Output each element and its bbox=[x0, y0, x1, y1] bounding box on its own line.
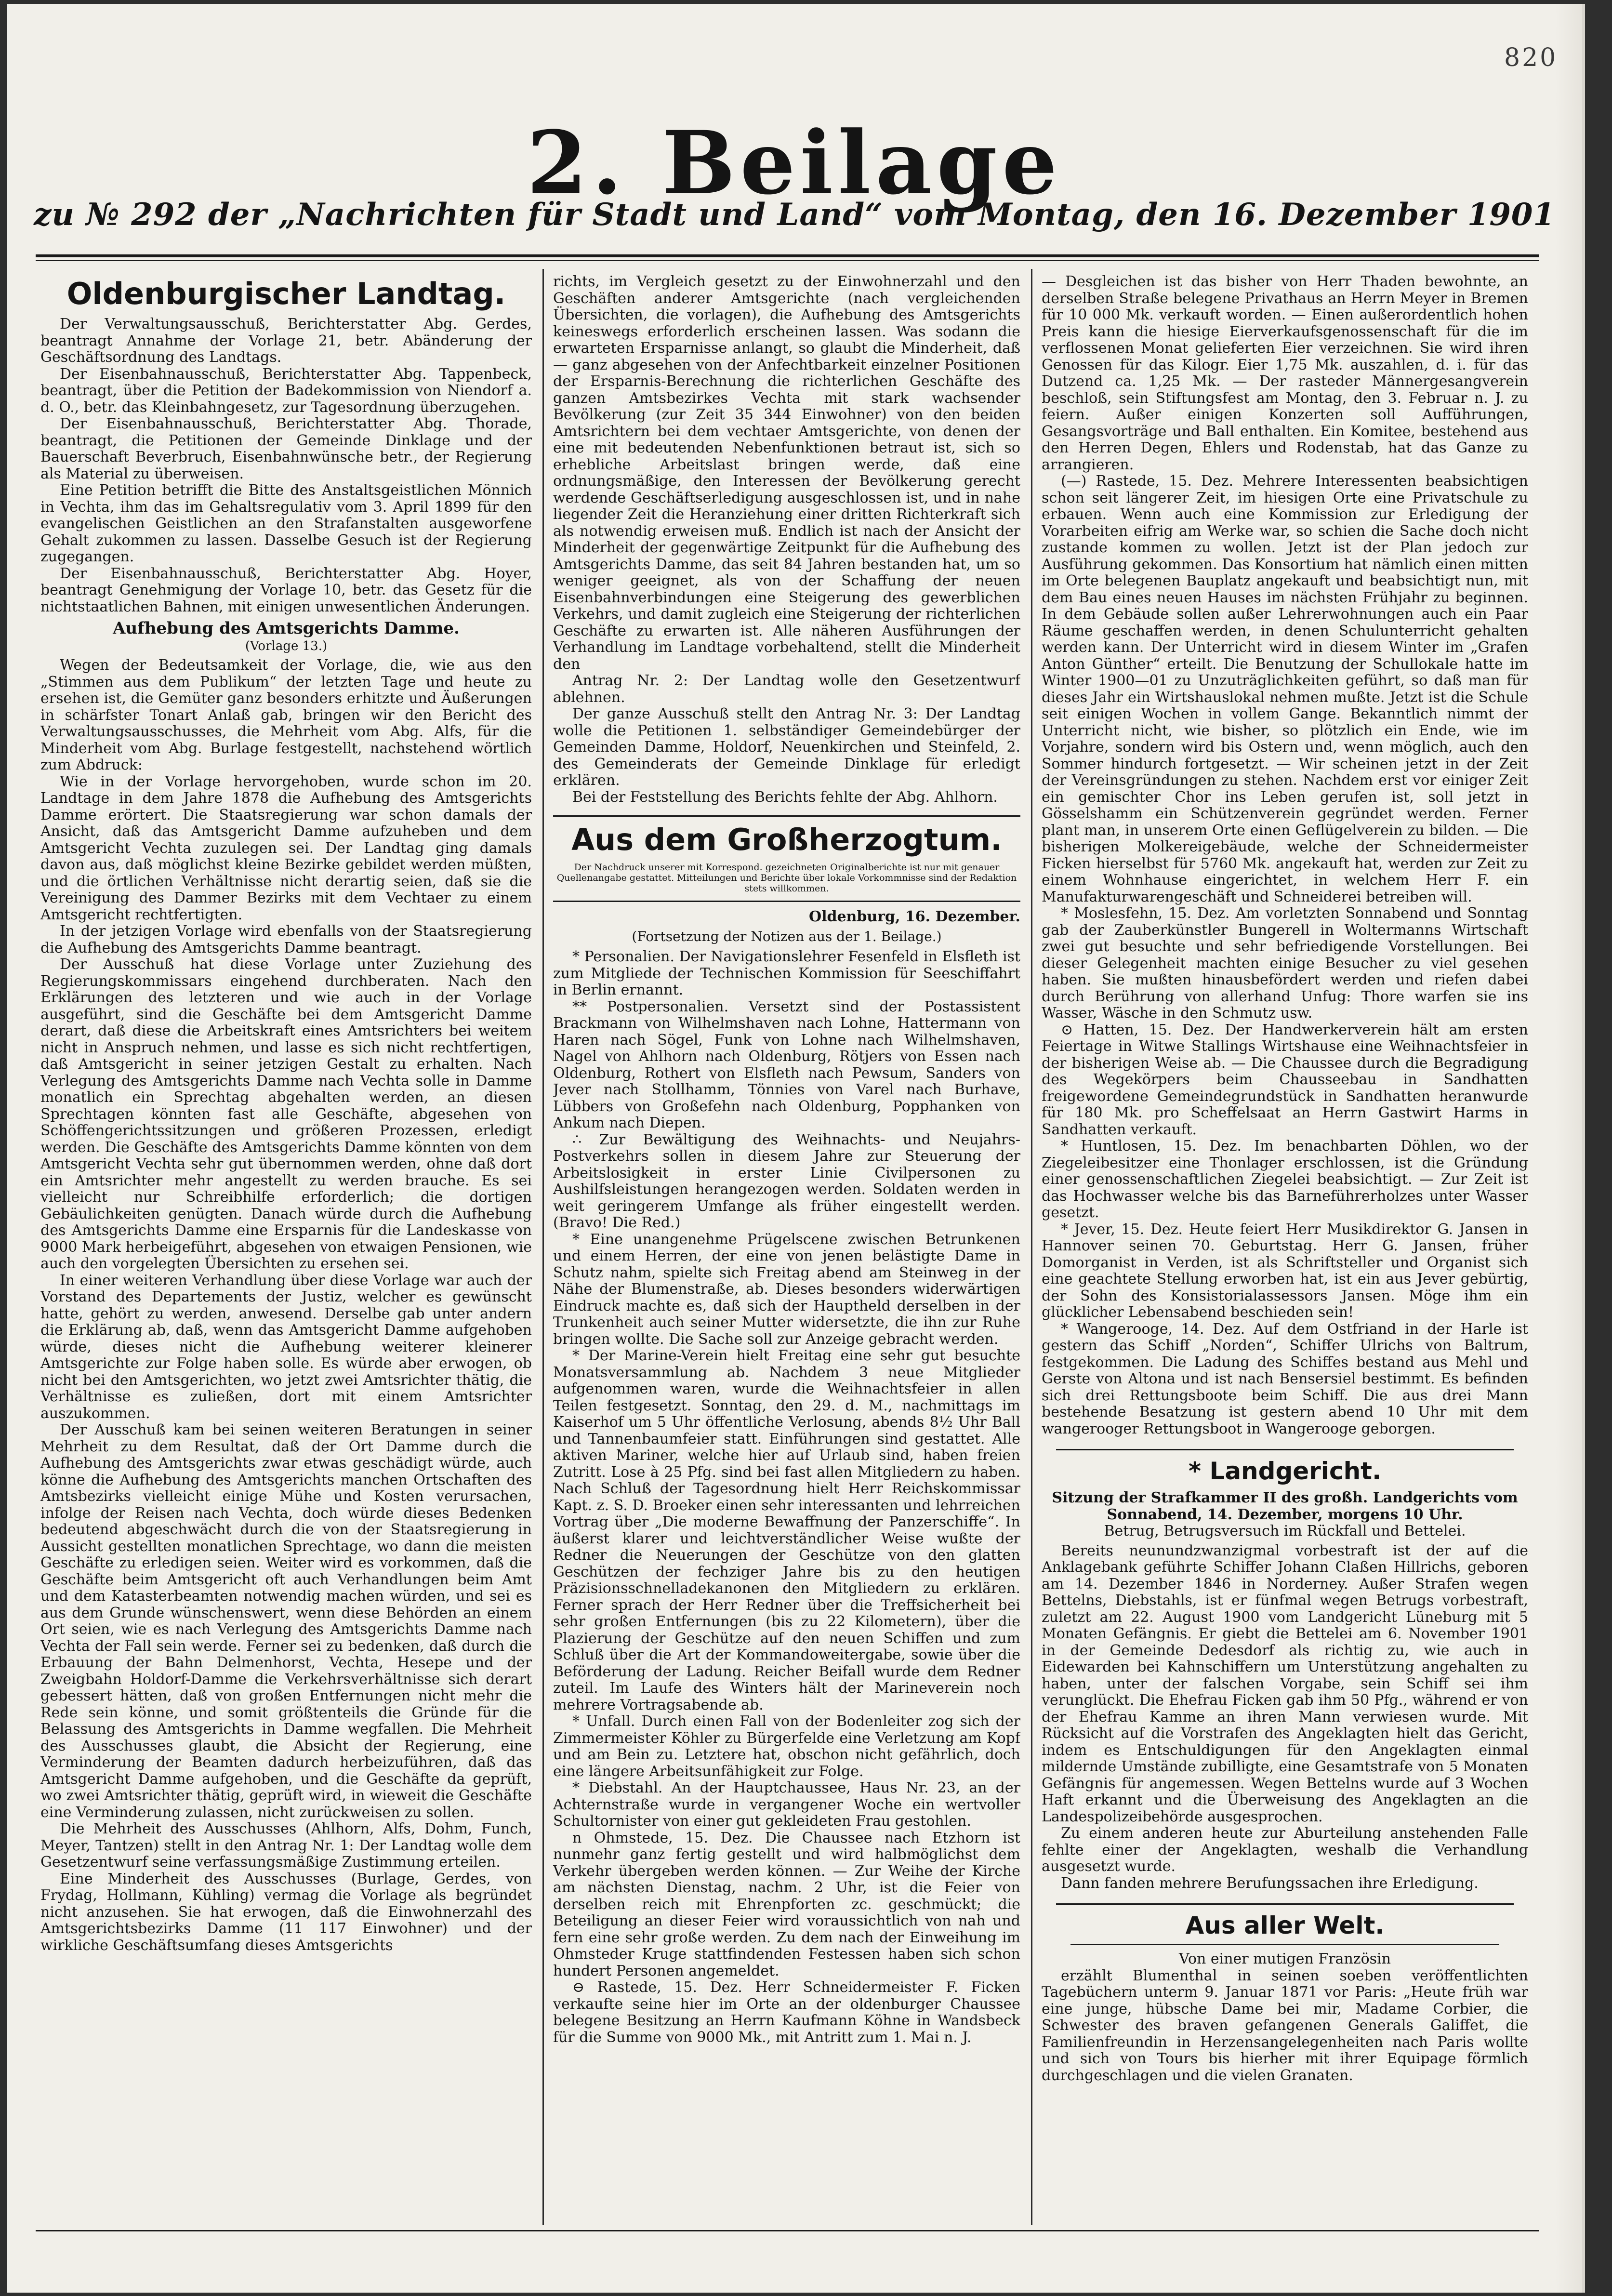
article-paragraph: * Jever, 15. Dez. Heute feiert Herr Musikdirektor G. Jansen in Hannover seinen 70. Geburtstag. Herr G. Jansen, früher Domorganist in Verden, ist als Schriftsteller und Organist sich eine geachtete Stellung erworben hat, ist ein aus Jever gebürtig, der Sohn des Konsistorialassessors Jansen. Möge ihm ein glücklicher Lebensabend beschieden sein! bbox=[1042, 1221, 1528, 1321]
article-paragraph: richts, im Vergleich gesetzt zu der Einwohnerzahl und den Geschäften anderer Amtsgerichte (nach vergleichenden Übersichten, die vorlagen), die Aufhebung des Amtsgerichts keineswegs erforderlich erscheinen lassen. Was sodann die erwarteten Ersparnisse anlangt, so glaubt die Minderheit, daß — ganz abgesehen von der Anfechtbarkeit einzelner Positionen der Ersparnis-Berechnung die richterlichen Geschäfte des ganzen Amtsbezirkes Vechta mit stark wachsender Bevölkerung (zur Zeit 35 344 Einwohner) von den beiden Amtsrichtern bei dem vechtaer Amtsgerichte, von denen der eine mit bedeutenden Nebenfunktionen betraut ist, sich so erhebliche Arbeitslast bringen werde, daß eine ordnungsmäßige, den Interessen der Bevölkerung gerecht werdende Geschäftserledigung ausgeschlossen ist, und in nahe liegender Zeit die Heranziehung einer dritten Richterkraft sich als notwendig erweisen muß. Endlich ist nach der Ansicht der Minderheit der gegenwärtige Zeitpunkt für die Aufhebung des Amtsgerichts Damme, das seit 84 Jahren bestanden hat, um so weniger geeignet, als von der Schaffung der neuen Eisenbahnverbindungen eine Steigerung des gewerblichen Verkehrs, und damit zugleich eine Steigerung der richterlichen Geschäfte zu erwarten ist. Alle näheren Ausführungen der Verhandlung im Landtage vorbehaltend, stellt die Minderheit den bbox=[553, 274, 1020, 673]
article-paragraph: — Desgleichen ist das bisher von Herr Thaden bewohnte, an derselben Straße belegene Privathaus an Herrn Meyer in Bremen für 10 000 Mk. verkauft worden. — Einen außerordentlich hohen Preis kann die hiesige Eierverkaufsgenossenschaft für die im verflossenen Monat gelieferten Eier verzeichnen. Sie wird ihren Genossen für das Kilogr. Eier 1,75 Mk. auszahlen, d. i. für das Dutzend ca. 1,25 Mk. — Der rasteder Männergesangverein beschloß, sein Stiftungsfest am Montag, den 3. Februar n. J. zu feiern. Außer einigen Konzerten soll Aufführungen, Gesangsvorträge und Ball enthalten. Ein Komitee, bestehend aus den Herren Degen, Ehlers und Rodenstab, hat das Ganze zu arrangieren. bbox=[1042, 274, 1528, 473]
page-number: 820 bbox=[1504, 43, 1558, 72]
supplement-title: 2. Beilage bbox=[527, 112, 1062, 214]
article-paragraph: Wegen der Bedeutsamkeit der Vorlage, die, wie aus den „Stimmen aus dem Publikum“ der letzten Tage und heute zu ersehen ist, die Gemüter ganz besonders erhitzte und Äußerungen in schärfster Tonart Anlaß gab, bringen wir den Bericht des Verwaltungsausschusses, die Mehrheit vom Abg. Alfs, für die Minderheit vom Abg. Burlage festgestellt, nachstehend wörtlich zum Abdruck: bbox=[40, 657, 532, 773]
article-paragraph: Bereits neunundzwanzigmal vorbestraft ist der auf die Anklagebank geführte Schiffer Johann Claßen Hillrichs, geboren am 14. Dezember 1846 in Norderney. Außer Strafen wegen Bettelns, Diebstahls, ist er fünfmal wegen Betrugs vorbestraft, zuletzt am 22. August 1900 vom Landgericht Lüneburg mit 5 Monaten Gefängnis. Er giebt die Bettelei am 6. November 1901 in der Gemeinde Dedesdorf als richtig zu, wie auch in Eidewarden bei Kahnschiffern um Unterstützung angehalten zu haben, unter der falschen Vorgabe, sein Schiff sei ihm verunglückt. Die Ehefrau Ficken gab ihm 50 Pfg., während er von der Ehefrau Kamme an ihren Mann verwiesen wurde. Mit Rücksicht auf die Vorstrafen des Angeklagten hielt das Gericht, indem es Entschuldigungen für den Angeklagten einmal mildernde Umstände zubilligte, eine Gesamtstrafe von 5 Monaten Gefängnis für angemessen. Wegen Bettelns wurde auf 3 Wochen Haft erkannt und die Überweisung des Angeklagten an die Landespolizeibehörde ausgesprochen. bbox=[1042, 1542, 1528, 1825]
article-paragraph: * Eine unangenehme Prügelscene zwischen Betrunkenen und einem Herren, der eine von jenen belästigte Dame in Schutz nahm, spielte sich Freitag abend am Steinweg in der Nähe der Blumenstraße, ab. Dieses besonders widerwärtigen Eindruck machte es, daß sich der Hauptheld derselben in der Trunkenheit auch seiner Mutter widersetzte, die ihn zur Ruhe bringen wollte. Die Sache soll zur Anzeige gebracht werden. bbox=[553, 1231, 1020, 1348]
article-paragraph: Zu einem anderen heute zur Aburteilung anstehenden Falle fehlte einer der Angeklagten, weshalb die Verhandlung ausgesetzt wurde. bbox=[1042, 1825, 1528, 1875]
article-paragraph: n Ohmstede, 15. Dez. Die Chaussee nach Etzhorn ist nunmehr ganz fertig gestellt und wird halbmöglichst dem Verkehr übergeben werden können. — Zur Weihe der Kirche am nächsten Dienstag, nachm. 2 Uhr, ist die Feier von derselben reich mit Ehrenpforten zc. geschmückt; die Beteiligung an dieser Feier wird voraussichtlich von nah und fern eine sehr große werden. Zu dem nach der Einweihung im Ohmsteder Kruge stattfindenden Festessen haben sich schon hundert Personen angemeldet. bbox=[553, 1829, 1020, 1979]
section-heading-grossherzogtum: Aus dem Großherzogtum. bbox=[571, 822, 1002, 857]
footer-rule bbox=[36, 2230, 1539, 2231]
article-paragraph: ** Postpersonalien. Versetzt sind der Postassistent Brackmann von Wilhelmshaven nach Lohne, Hattermann von Haren nach Sögel, Funk von Lohne nach Wilhelmshaven, Nagel von Ahlhorn nach Oldenburg, Rötjers von Essen nach Oldenburg, Rothert von Elsfleth nach Pewsum, Sanders von Jever nach Stollhamm, Tönnies von Varel nach Burhave, Lübbers von Großefehn nach Oldenburg, Popphanken von Ankum nach Diepen. bbox=[553, 998, 1020, 1131]
article-paragraph: Der Ausschuß kam bei seinen weiteren Beratungen in seiner Mehrheit zu dem Resultat, daß der Ort Damme durch die Aufhebung des Amtsgerichts zwar etwas geschädigt würde, auch könne die Aufhebung des Amtsgerichts manchen Ortschaften des Amtsbezirks vielleicht einige Mühe und Kosten verursachen, infolge der Reisen nach Vechta, doch würde dieses Bedenken bedeutend abgeschwächt durch die von der Staatsregierung in Aussicht gestellten monatlichen Sprechtage, wo dann die meisten Geschäfte zu erledigen seien. Weiter wird es vorkommen, daß die Geschäfte beim Amtsgericht oft auch Verhandlungen beim Amt und dem Katasterbeamten notwendig machen würden, und sei es aus dem Grunde wünschenswert, wenn diese Behörden an einem Ort seien, wie es nach Verlegung des Amtsgerichts Damme nach Vechta der Fall sein werde. Ferner sei zu bedenken, daß durch die Erbauung der Bahn Delmenhorst, Vechta, Hesepe und der Zweigbahn Holdorf-Damme die Verkehrsverhältnisse sich derart gebessert hätten, daß von großen Entfernungen nicht mehr die Rede sein könne, und somit größtenteils die Gründe für die Belassung des Amtsgerichts in Damme wegfallen. Die Mehrheit des Ausschusses glaubt, die Absicht der Regierung, eine Verminderung der Beamten dadurch herbeizuführen, daß das Amtsgericht Damme aufgehoben, und die Geschäfte da geprüft, wo zwei Amtsrichter thätig, geprüft wird, in wieweit die Geschäfte eine Verminderung zulassen, nicht zurückweisen zu sollen. bbox=[40, 1421, 532, 1821]
section-heading-landgericht: * Landgericht. bbox=[1188, 1457, 1382, 1485]
masthead-subtitle: zu № 292 der „Nachrichten für Stadt und Land“ vom Montag, den 16. Dezember 1901 bbox=[34, 197, 1555, 233]
article-paragraph: Eine Petition betrifft die Bitte des Anstaltsgeistlichen Mönnich in Vechta, ihm das im Gehaltsregulativ vom 3. April 1899 für den evangelischen Geistlichen an den Strafanstalten ausgeworfene Gehalt zukommen zu lassen. Dasselbe Gesuch ist der Regierung zugegangen. bbox=[40, 482, 532, 565]
article-paragraph: * Wangerooge, 14. Dez. Auf dem Ostfriand in der Harle ist gestern das Schiff „Norden“, Schiffer Ulrichs von Baltrum, festgekommen. Die Ladung des Schiffes bestand aus Mehl und Gerste von Altona und ist nach Bensersiel bestimmt. Es befinden sich drei Rettungsboote beim Schiff. Die aus drei Mann bestehende Besatzung ist gestern abend 10 Uhr mit dem wangerooger Rettungsboot in Wangerooge geborgen. bbox=[1042, 1320, 1528, 1437]
column-2 bbox=[553, 274, 1020, 2225]
article-paragraph: ⊖ Rastede, 15. Dez. Herr Schneidermeister F. Ficken verkaufte seine hier im Orte an der oldenburger Chaussee belegene Besitzung an Herrn Kaufmann Köhne in Wandsbeck für die Summe von 9000 Mk., mit Antritt zum 1. Mai n. J. bbox=[553, 1979, 1020, 2046]
court-topic: Betrug, Betrugsversuch im Rückfall und Bettelei. bbox=[1104, 1523, 1466, 1540]
article-paragraph: Der Eisenbahnausschuß, Berichterstatter Abg. Tappenbeck, beantragt, über die Petition der Badekommission von Niendorf a. d. O., betr. das Kleinbahngesetz, zur Tagesordnung überzugehen. bbox=[40, 365, 532, 416]
column-divider bbox=[1031, 269, 1032, 2225]
section-heading-aus-aller-welt: Aus aller Welt. bbox=[1185, 1911, 1385, 1939]
article-paragraph: Dann fanden mehrere Berufungssachen ihre Erledigung. bbox=[1061, 1874, 1479, 1892]
article-paragraph: * Personalien. Der Navigationslehrer Fesenfeld in Elsfleth ist zum Mitgliede der Technischen Kommission für Seeschiffahrt in Berlin ernannt. bbox=[553, 948, 1020, 998]
article-paragraph: * Der Marine-Verein hielt Freitag eine sehr gut besuchte Monatsversammlung ab. Nachdem 3 neue Mitglieder aufgenommen waren, wurde die Weihnachtsfeier in allen Teilen festgesetzt. Sonntag, den 29. d. M., nachmittags im Kaiserhof um 5 Uhr öffentliche Verlosung, abends 8½ Uhr Ball und Tannenbaumfeier statt. Einführungen sind gestattet. Alle aktiven Mariner, welche hier auf Urlaub sind, haben freien Zutritt. Lose à 25 Pfg. sind bei fast allen Mitgliedern zu haben. Nach Schluß der Tagesordnung hielt Herr Reichskommissar Kapt. z. S. D. Broeker einen sehr interessanten und lehrreichen Vortrag über „Die moderne Bewaffnung der Panzerschiffe“. In äußerst klarer und leichtverständlicher Weise wußte der Redner die Neuerungen der Geschütze von den glatten Geschützen der fechziger Jahre bis zu den heutigen Präzisionsschnelladekanonen den Mitgliedern zu erklären. Ferner sprach der Herr Redner über die Treffsicherheit bei sehr großen Entfernungen (bis zu 22 Kilometern), über die Plazierung der Geschütze auf den neuen Schiffen und zum Schluß über die Art der Kommandoweitergabe, sowie über die Beförderung der Ladung. Reicher Beifall wurde dem Redner zuteil. Im Laufe des Winters hält der Marineverein noch mehrere Vortragsabende ab. bbox=[553, 1347, 1020, 1713]
article-paragraph: * Diebstahl. An der Hauptchaussee, Haus Nr. 23, an der Achternstraße wurde in vergangener Woche ein wertvoller Schultornister von einer gut gekleideten Frau gestohlen. bbox=[553, 1779, 1020, 1830]
article-paragraph: Eine Minderheit des Ausschusses (Burlage, Gerdes, von Frydag, Hollmann, Kühling) vermag die Vorlage als begründet nicht anzusehen. Sie hat erwogen, daß die Einwohnerzahl des Amtsgerichtsbezirks Damme (11 117 Einwohner) und der wirkliche Geschäftsumfang dieses Amtsgerichts bbox=[40, 1870, 532, 1954]
header-rule bbox=[36, 254, 1539, 257]
newspaper-page bbox=[7, 4, 1582, 2293]
subheading-note: (Vorlage 13.) bbox=[245, 638, 328, 653]
article-paragraph: ∴ Zur Bewältigung des Weihnachts- und Neujahrs-Postverkehrs sollen in diesem Jahre zur Steuerung der Arbeitslosigkeit in erster Linie Civilpersonen zu Aushilfsleistungen herangezogen werden. Soldaten werden in weit geringerem Umfange als früher eingestellt werden. (Bravo! Die Red.) bbox=[553, 1131, 1020, 1231]
article-paragraph: Der Verwaltungsausschuß, Berichterstatter Abg. Gerdes, beantragt Annahme der Vorlage 21, betr. Abänderung der Geschäftsordnung des Landtags. bbox=[40, 316, 532, 366]
article-paragraph: In einer weiteren Verhandlung über diese Vorlage war auch der Vorstand des Departements der Justiz, welcher es gewünscht hatte, gehört zu werden, anwesend. Derselbe gab unter andern die Erklärung ab, daß, wenn das Amtsgericht Damme aufgehoben würde, dieses nicht die Aufhebung weiterer kleinerer Amtsgerichte zur Folge haben solle. Es würde aber erwogen, ob nicht bei den Amtsgerichten, wo jetzt zwei Amtsrichter thätig, die Verhältnisse es zuließen, dort mit einem Amtsrichter auszukommen. bbox=[40, 1272, 532, 1422]
page-edge-shadow bbox=[1556, 4, 1582, 2293]
article-subheading: Von einer mutigen Französin bbox=[1179, 1951, 1391, 1967]
article-paragraph: * Huntlosen, 15. Dez. Im benachbarten Döhlen, wo der Ziegeleibesitzer eine Thonlager erschlossen, ist die Gründung einer genossenschaftlichen Ziegelei beabsichtigt. — Zur Zeit ist das Hochwasser welche bis das Barneführerholzes unter Wasser gesetzt. bbox=[1042, 1138, 1528, 1221]
article-paragraph: erzählt Blumenthal in seinen soeben veröffentlichten Tagebüchern unterm 9. Januar 1871 vor Paris: „Heute früh war eine junge, hübsche Dame bei mir, Madame Corbier, die Schwester des braven gefangenen Generals Galiffet, die Familienfreundin in Herzensangelegenheiten nach Paris wollte und sich von Tours bis hierher mit ihrer Equipage förmlich durchgeschlagen und die vielen Granaten. bbox=[1042, 1967, 1528, 2084]
article-paragraph: Bei der Feststellung des Berichts fehlte der Abg. Ahlhorn. bbox=[572, 788, 998, 806]
header-rule-thin bbox=[36, 260, 1539, 261]
column-1 bbox=[40, 274, 532, 2225]
article-paragraph: ⊙ Hatten, 15. Dez. Der Handwerkerverein hält am ersten Feiertage in Witwe Stallings Wirtshause eine Weihnachtsfeier in der bisherigen Weise ab. — Die Chaussee durch die Begradigung des Wegekörpers beim Chausseebau in Sandhatten freigewordene Gemeindegrundstück in Sandhatten heranwurde für 180 Mk. pro Scheffelsaat an Herrn Gastwirt Harms in Sandhatten verkauft. bbox=[1042, 1021, 1528, 1138]
continuation-note: (Fortsetzung der Notizen aus der 1. Beilage.) bbox=[632, 928, 942, 944]
article-paragraph: Der Eisenbahnausschuß, Berichterstatter Abg. Thorade, beantragt, die Petitionen der Gemeinde Dinklage und der Bauerschaft Beverbruch, Eisenbahnwünsche betr., der Regierung als Material zu überweisen. bbox=[40, 415, 532, 482]
section-rule bbox=[1056, 1903, 1514, 1905]
article-paragraph: Die Mehrheit des Ausschusses (Ahlhorn, Alfs, Dohm, Funch, Meyer, Tantzen) stellt in den Antrag Nr. 1: Der Landtag wolle dem Gesetzentwurf seine verfassungsmäßige Zustimmung erteilen. bbox=[40, 1820, 532, 1871]
article-paragraph: * Moslesfehn, 15. Dez. Am vorletzten Sonnabend und Sonntag gab der Zauberkünstler Bungerell in Woltermanns Wirtschaft zwei gut besuchte und sehr befriedigende Vorstellungen. Bei dieser Gelegenheit machten einige Besucher zu viel gesehen haben. Sie mußten hinausbefördert werden und riefen dabei durch Berührung von allerhand Unfug: Thore warfen sie ins Wasser, Wäsche in den Schmutz usw. bbox=[1042, 905, 1528, 1022]
article-paragraph: Der Eisenbahnausschuß, Berichterstatter Abg. Hoyer, beantragt Genehmigung der Vorlage 10, betr. das Gesetz für die nichtstaatlichen Bahnen, mit einigen unwesentlichen Änderungen. bbox=[40, 565, 532, 615]
article-paragraph: Wie in der Vorlage hervorgehoben, wurde schon im 20. Landtage in dem Jahre 1878 die Aufhebung des Amtsgerichts Damme erörtert. Die Staatsregierung war schon damals der Ansicht, daß das Amtsgericht Damme aufzuheben und dem Amtsgericht Vechta zuzulegen sei. Der Landtag ging damals davon aus, daß möglichst kleine Bezirke gebildet werden müßten, und die örtlichen Verhältnisse nicht derartig seien, daß sie die Vereinigung des Dammer Bezirks mit dem Vechtaer zu einem Amtsgericht rechtfertigten. bbox=[40, 773, 532, 923]
section-box-grossherzogtum bbox=[553, 815, 1020, 902]
column-divider bbox=[542, 269, 544, 2225]
article-paragraph: Der Ausschuß hat diese Vorlage unter Zuziehung des Regierungskommissars eingehend durchberaten. Nach den Erklärungen des letzteren und wie auch in der Vorlage ausgeführt, sind die Geschäfte bei dem Amtsgericht Damme derart, daß diese die Arbeitskraft eines Amtsrichters bei weitem nicht in Anspruch nehmen, und lasse es sich nicht rechtfertigen, daß Amtsgericht in seiner jetzigen Gestalt zu erhalten. Nach Verlegung des Amtsgerichts Damme nach Vechta solle in Damme monatlich ein Sprechtag abgehalten werden, an diesen Sprechtagen könnten fast alle Geschäfte, abgesehen von Schöffengerichtssitzungen und größeren Prozessen, erledigt werden. Die Geschäfte des Amtsgerichts Damme könnten von dem Amtsgericht Vechta sehr gut übernommen werden, ohne daß dort ein Amtsrichter mehr angestellt zu werden brauche. Es sei vielleicht nur Schreibhilfe erforderlich; die dortigen Gebäulichkeiten genügten. Danach würde durch die Aufhebung des Amtsgerichts Damme eine Ersparnis für die Landeskasse von 9000 Mark herbeigeführt, abgesehen von etwaigen Pensionen, wie auch den vorgelegten Übersichten zu ersehen sei. bbox=[40, 956, 532, 1272]
section-rule bbox=[1056, 1449, 1514, 1450]
column-3 bbox=[1042, 274, 1528, 2225]
reprint-notice: Der Nachdruck unserer mit Korrespond. gezeichneten Originalberichte ist nur mit genauer Quellenangabe gestattet. Mitteilungen und Berichte über lokale Vorkommnisse sind der Redaktion stets willkommen. bbox=[556, 862, 1017, 894]
section-rule-thin bbox=[1070, 1944, 1499, 1945]
article-paragraph: (—) Rastede, 15. Dez. Mehrere Interessenten beabsichtigen schon seit längerer Zeit, im hiesigen Orte eine Privatschule zu erbauen. Wenn auch eine Kommission zur Erledigung der Vorarbeiten eifrig am Werke war, so schien die Sache doch nicht zustande kommen zu wollen. Jetzt ist der Plan jedoch zur Ausführung gekommen. Das Konsortium hat nämlich einen mitten im Orte belegenen Bauplatz angekauft und beabsichtigt nun, mit dem Bau eines neuen Hauses im nächsten Frühjahr zu beginnen. In dem Gebäude sollen außer Lehrerwohnungen auch ein Paar Räume geschaffen werden, in denen Schulunterricht gehalten werden kann. Der Unterricht wird in diesem Winter im „Grafen Anton Günther“ erteilt. Die Benutzung der Schullokale hatte im Winter 1900—01 zu Unzuträglichkeiten geführt, so daß man für dieses Jahr ein Wirtshauslokal nehmen mußte. Jetzt ist die Schule seit einigen Wochen in vollem Gange. Bekanntlich nimmt der Unterricht nicht, wie bisher, so plötzlich ein Ende, wie im Vorjahre, sondern wird bis Ostern und, wenn möglich, auch den Sommer hindurch fortgesetzt. — Wir scheinen jetzt in der Zeit der Vereinsgründungen zu stehen. Nachdem erst vor einiger Zeit ein gemischter Chor ins Leben gerufen ist, soll jetzt in Gösselshamm ein Schützenverein gegründet werden. Ferner plant man, in unserem Orte einen Geflügelverein zu bilden. — Die bisherigen Molkereigebäude, welche der Schneidermeister Ficken hierselbst für 5760 Mk. angekauft hat, werden zur Zeit zu einem Wohnhause eingerichtet, in welchem Herr F. ein Manufakturwarengeschäft und Schneiderei betreiben will. bbox=[1042, 473, 1528, 905]
article-paragraph: In der jetzigen Vorlage wird ebenfalls von der Staatsregierung die Aufhebung des Amtsgerichts Damme beantragt. bbox=[40, 923, 532, 956]
section-heading-landtag: Oldenburgischer Landtag. bbox=[66, 276, 506, 311]
article-paragraph: Antrag Nr. 2: Der Landtag wolle den Gesetzentwurf ablehnen. bbox=[553, 672, 1020, 706]
article-paragraph: * Unfall. Durch einen Fall von der Bodenleiter zog sich der Zimmermeister Köhler zu Bürgerfelde eine Verletzung am Kopf und am Bein zu. Letztere hat, obschon nicht gefährlich, doch eine längere Arbeitsunfähigkeit zur Folge. bbox=[553, 1713, 1020, 1780]
court-session-info: Sitzung der Strafkammer II des großh. Landgerichts vom Sonnabend, 14. Dezember, morgens 10 Uhr. bbox=[1052, 1489, 1518, 1523]
subheading-amtsgericht: Aufhebung des Amtsgerichts Damme. bbox=[113, 619, 460, 638]
article-paragraph: Der ganze Ausschuß stellt den Antrag Nr. 3: Der Landtag wolle die Petitionen 1. selbständiger Gemeindebürger der Gemeinden Damme, Holdorf, Neuenkirchen und Steinfeld, 2. des Gemeinderats der Gemeinde Dinklage für erledigt erklären. bbox=[553, 705, 1020, 789]
dateline: Oldenburg, 16. Dezember. bbox=[808, 908, 1020, 925]
